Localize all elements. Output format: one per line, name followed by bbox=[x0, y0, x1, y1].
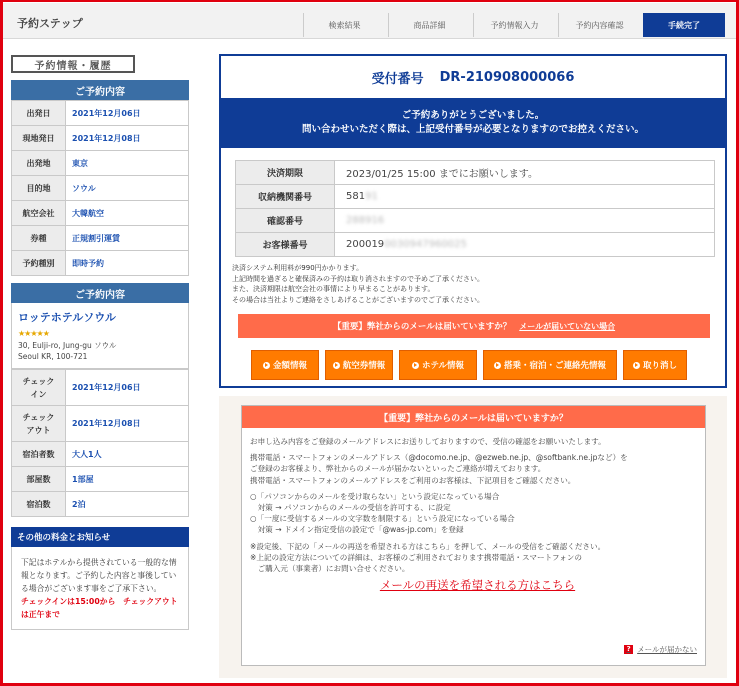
row-label: 宿泊数 bbox=[12, 492, 66, 517]
notice-paragraph: ○「パソコンからのメールを受け取らない」という設定になっている場合 対策 → パソコンからのメールの受信を許可する、に設定 ○「一度に受信するメールの文字数を制限する」という設定になっている場合 対策 → ドメイン指定受信の設定で「@was-jp.com」を登録 bbox=[250, 491, 515, 535]
row-label: チェック イン bbox=[12, 370, 66, 406]
table-row bbox=[12, 101, 189, 126]
row-value: 2000190030947960025 bbox=[335, 233, 715, 257]
row-value: 2021年12月08日 bbox=[66, 406, 189, 442]
table-row bbox=[12, 492, 189, 517]
step-product-detail: 商品詳細 bbox=[388, 13, 470, 37]
receipt-number-row bbox=[221, 56, 725, 98]
step-input-info: 予約情報入力 bbox=[473, 13, 555, 37]
row-value: 大韓航空 bbox=[66, 201, 189, 226]
row-label: 収納機関番号 bbox=[236, 185, 335, 209]
row-value: 2021年12月06日 bbox=[66, 370, 189, 406]
row-value: 2021年12月06日 bbox=[66, 101, 189, 126]
row-label: 部屋数 bbox=[12, 467, 66, 492]
row-value: 2023/01/25 15:00 までにお願いします。 bbox=[335, 161, 715, 185]
row-value: 即時予約 bbox=[66, 251, 189, 276]
row-value: ソウル bbox=[66, 176, 189, 201]
price-info-button[interactable]: 金額情報 bbox=[251, 350, 319, 380]
mail-warning-bar bbox=[238, 314, 710, 338]
table-row bbox=[12, 176, 189, 201]
table-row bbox=[236, 161, 715, 185]
history-label: 予約情報・履歴 bbox=[11, 55, 135, 73]
note-line: また、決済期限は航空会社の事情により早まることがあります。 bbox=[232, 285, 435, 293]
notice-paragraph: 携帯電話・スマートフォンのメールアドレス（@docomo.ne.jp、@ezweb.ne.jp、@softbank.ne.jpなど）を ご登録のお客様より、弊社からのメールが届かないといったご連絡が増えております。 携帯電話・スマートフォンのメールアドレスをご利用のお客様は、下記項目をご確認ください。 bbox=[250, 453, 628, 485]
row-label: 目的地 bbox=[12, 176, 66, 201]
note-line: その場合は当社よりご連絡をさしあげることがございますのでご了承ください。 bbox=[232, 295, 484, 304]
notice-paragraph: ※設定後、下記の「メールの再送を希望される方はこちら」を押して、メールの受信をご確認ください。 ※上記の設定方法についての詳細は、お客様のご利用されております携帯電話・スマートフォンの ご購入元（事業者）にお問い合せください。 bbox=[250, 541, 606, 574]
table-row bbox=[12, 226, 189, 251]
hotel-section-head: ご予約内容 bbox=[11, 283, 189, 303]
row-label: お客様番号 bbox=[236, 233, 335, 257]
question-icon: ? bbox=[624, 645, 633, 654]
hotel-card bbox=[11, 303, 189, 369]
hotel-table bbox=[11, 369, 189, 517]
mail-notice-body bbox=[242, 428, 705, 591]
table-row bbox=[12, 406, 189, 442]
row-value: 2021年12月08日 bbox=[66, 126, 189, 151]
reservation-step-bar bbox=[3, 3, 736, 39]
booking-section-head: ご予約内容 bbox=[11, 80, 189, 100]
sidebar bbox=[11, 55, 189, 630]
arrow-circle-icon bbox=[412, 362, 419, 369]
table-row bbox=[12, 201, 189, 226]
other-info-body bbox=[11, 547, 189, 630]
row-value: 東京 bbox=[66, 151, 189, 176]
arrow-circle-icon bbox=[494, 362, 501, 369]
hotel-address-line: Seoul KR, 100-721 bbox=[18, 352, 88, 361]
row-label: チェック アウト bbox=[12, 406, 66, 442]
resend-mail-link[interactable]: メールの再送を希望される方はこちら bbox=[379, 578, 576, 593]
table-row bbox=[236, 185, 715, 209]
mail-not-received-link[interactable]: メールが届いていない場合 bbox=[519, 321, 616, 331]
row-label: 宿泊者数 bbox=[12, 442, 66, 467]
checkin-notice: チェックインは15:00から チェックアウトは正午まで bbox=[21, 597, 178, 619]
payment-notes bbox=[232, 263, 484, 305]
mail-notice-head: 【重要】弊社からのメールは届いていますか？ bbox=[242, 406, 705, 428]
receipt-number: DR-210908000066 bbox=[439, 69, 575, 85]
row-label: 現地発日 bbox=[12, 126, 66, 151]
row-label: 確認番号 bbox=[236, 209, 335, 233]
row-value: 58191 bbox=[335, 185, 715, 209]
row-label: 出発日 bbox=[12, 101, 66, 126]
arrow-circle-icon bbox=[633, 362, 640, 369]
row-value: 2泊 bbox=[66, 492, 189, 517]
receipt-notice: 問い合わせいただく際は、上記受付番号が必要となりますのでお控えください。 bbox=[301, 124, 644, 135]
hotel-address-line: 30, Eulji-ro, Jung-gu ソウル bbox=[18, 341, 117, 350]
note-line: 決済システム利用料が990円かかります。 bbox=[232, 264, 364, 272]
other-info-head: その他の料金とお知らせ bbox=[11, 527, 189, 547]
table-row bbox=[12, 126, 189, 151]
row-label: 予約種別 bbox=[12, 251, 66, 276]
step-list bbox=[300, 13, 725, 37]
hotel-info-button[interactable]: ホテル情報 bbox=[399, 350, 477, 380]
mail-warning-text: 【重要】弊社からのメールは届いていますか？ bbox=[332, 322, 512, 332]
row-label: 券種 bbox=[12, 226, 66, 251]
booking-table bbox=[11, 100, 189, 276]
arrow-circle-icon bbox=[333, 362, 340, 369]
hotel-name: ロッテホテルソウル bbox=[18, 311, 116, 324]
cancel-button[interactable]: 取り消し bbox=[623, 350, 687, 380]
mail-notice-panel bbox=[241, 405, 706, 666]
step-search-results: 検索結果 bbox=[303, 13, 385, 37]
payment-table bbox=[235, 160, 715, 257]
table-row bbox=[12, 442, 189, 467]
completion-panel bbox=[219, 54, 727, 388]
action-buttons bbox=[251, 350, 693, 380]
row-label: 出発地 bbox=[12, 151, 66, 176]
other-info-text: 下記はホテルから提供されている一般的な情報となります。ご予約した内容と事後している場合がございます事をご了承下さい。 bbox=[21, 558, 177, 593]
receipt-label: 受付番号 bbox=[371, 71, 424, 87]
step-bar-title: 予約ステップ bbox=[17, 17, 83, 30]
table-row bbox=[236, 209, 715, 233]
thanks-band bbox=[221, 98, 725, 148]
table-row bbox=[12, 370, 189, 406]
row-value: 正規割引運賃 bbox=[66, 226, 189, 251]
row-label: 航空会社 bbox=[12, 201, 66, 226]
arrow-circle-icon bbox=[263, 362, 270, 369]
air-ticket-info-button[interactable]: 航空券情報 bbox=[325, 350, 393, 380]
thanks-message: ご予約ありがとうございました。 bbox=[401, 110, 545, 121]
notice-paragraph: お申し込み内容をご登録のメールアドレスにお送りしておりますので、受信の確認をお願いいたします。 bbox=[250, 437, 606, 446]
table-row bbox=[236, 233, 715, 257]
star-rating-icon: ★★★★★ bbox=[18, 329, 49, 338]
table-row bbox=[12, 151, 189, 176]
contact-info-button[interactable]: 搭乗・宿泊・ご連絡先情報 bbox=[483, 350, 617, 380]
table-row bbox=[12, 251, 189, 276]
mail-not-received-help-link[interactable]: ? メールが届かない bbox=[624, 644, 697, 655]
step-complete: 手続完了 bbox=[643, 13, 725, 37]
row-value: 大人1人 bbox=[66, 442, 189, 467]
row-value: 1部屋 bbox=[66, 467, 189, 492]
table-row bbox=[12, 467, 189, 492]
note-line: 上記時間を過ぎると確保済みの予約は取り消されますので予めご了承ください。 bbox=[232, 274, 484, 283]
row-label: 決済期限 bbox=[236, 161, 335, 185]
row-value: 288916 bbox=[335, 209, 715, 233]
step-confirm: 予約内容確認 bbox=[558, 13, 640, 37]
